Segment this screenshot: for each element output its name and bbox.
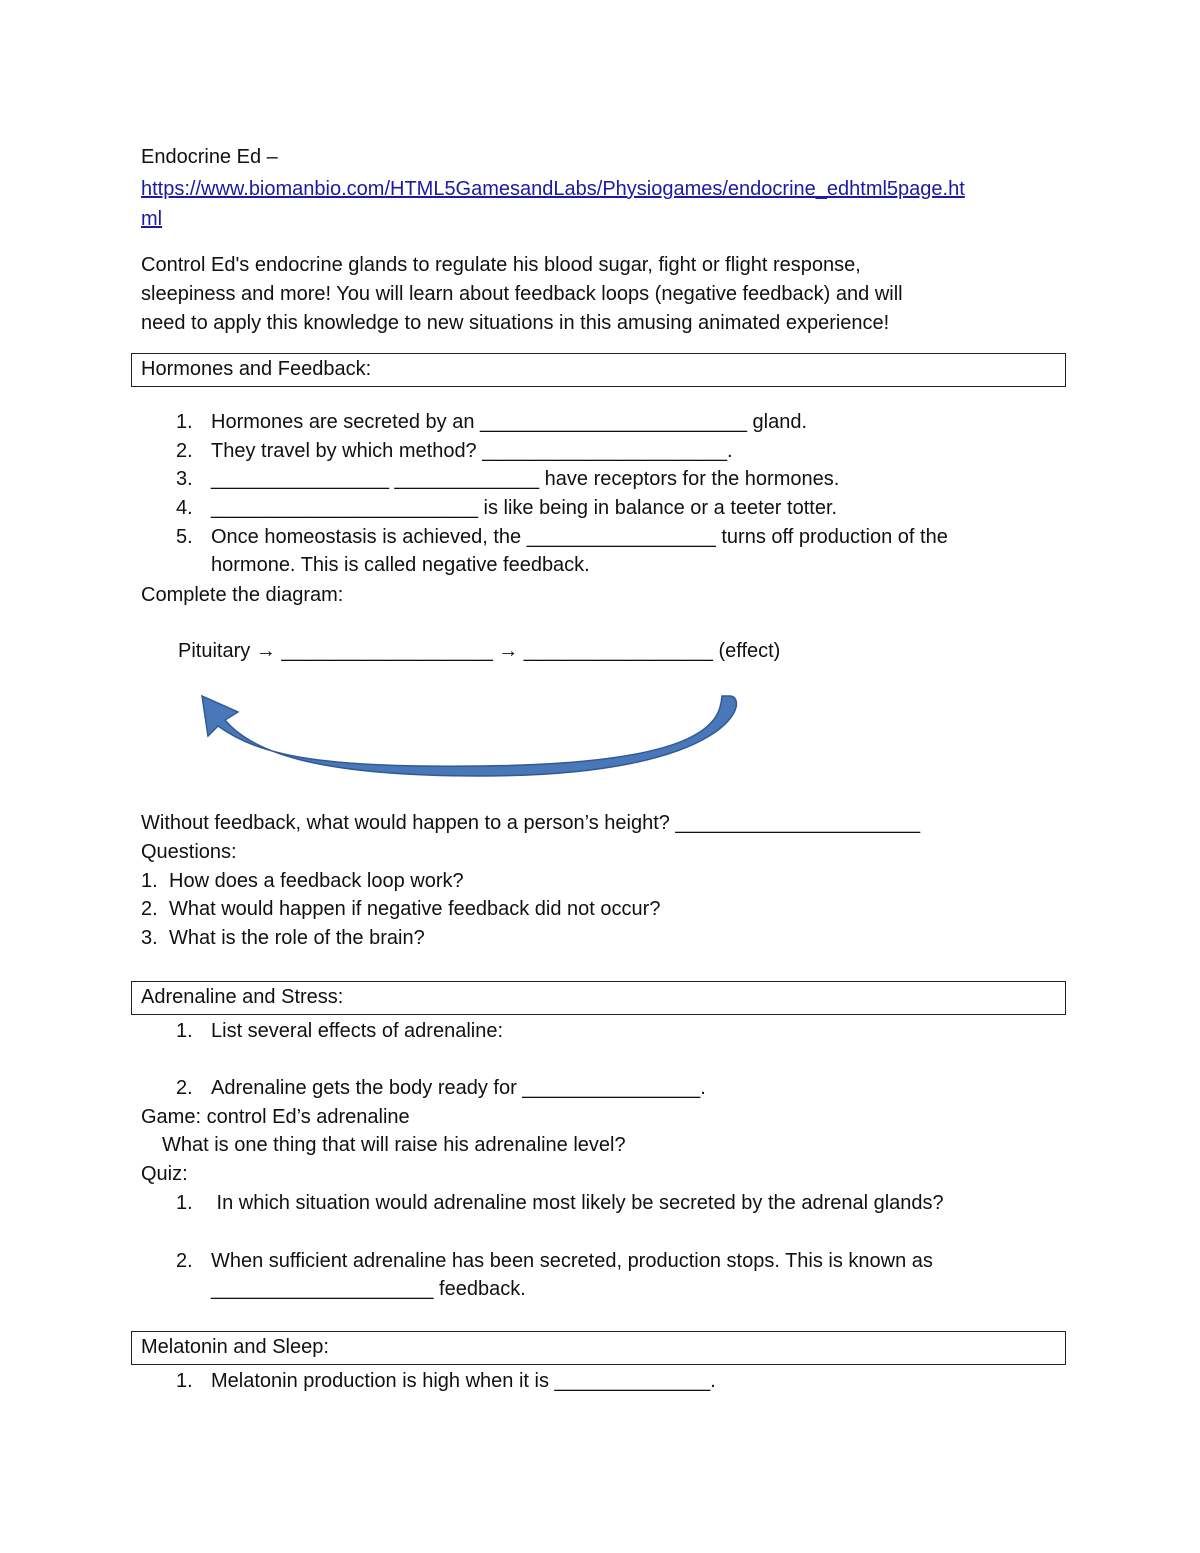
list-item: Hormones are secreted by an ________________________ gland. — [211, 411, 808, 433]
diagram-prompt: Complete the diagram: — [141, 584, 344, 606]
question-item: What would happen if negative feedback did not occur? — [169, 898, 661, 920]
page-title: Endocrine Ed – — [141, 146, 278, 168]
section-heading-box — [131, 1331, 1066, 1365]
list-item: List several effects of adrenaline: — [211, 1020, 504, 1042]
list-number: 2. — [141, 898, 158, 920]
intro-line-3: need to apply this knowledge to new situations in this amusing animated experience! — [141, 312, 890, 334]
height-question: Without feedback, what would happen to a person’s height? ______________________ — [141, 812, 921, 834]
list-number: 4. — [176, 497, 193, 519]
list-number: 3. — [176, 468, 193, 490]
list-number: 2. — [176, 1077, 193, 1099]
list-item: ________________________ is like being in balance or a teeter totter. — [211, 497, 838, 519]
quiz-item-continued: ____________________ feedback. — [211, 1278, 526, 1300]
list-item: Once homeostasis is achieved, the _________________ turns off production of the — [211, 526, 948, 548]
list-number: 5. — [176, 526, 193, 548]
list-item: ________________ _____________ have receptors for the hormones. — [211, 468, 840, 490]
game-label: Game: control Ed’s adrenaline — [141, 1106, 410, 1128]
quiz-label: Quiz: — [141, 1163, 188, 1185]
list-number: 2. — [176, 1250, 193, 1272]
quiz-item: When sufficient adrenaline has been secreted, production stops. This is known as — [211, 1250, 933, 1272]
list-item-continued: hormone. This is called negative feedback. — [211, 554, 590, 576]
section-heading: Hormones and Feedback: — [141, 358, 372, 380]
feedback-arrow-icon — [190, 690, 760, 790]
list-number: 1. — [176, 1192, 193, 1214]
question-item: How does a feedback loop work? — [169, 870, 464, 892]
list-number: 1. — [141, 870, 158, 892]
section-heading: Adrenaline and Stress: — [141, 986, 344, 1008]
game-link-continued[interactable]: ml — [141, 208, 163, 230]
section-heading: Melatonin and Sleep: — [141, 1336, 329, 1358]
list-item: Adrenaline gets the body ready for ________________. — [211, 1077, 706, 1099]
list-number: 2. — [176, 440, 193, 462]
questions-label: Questions: — [141, 841, 237, 863]
question-item: What is the role of the brain? — [169, 927, 425, 949]
list-number: 1. — [176, 1370, 193, 1392]
list-number: 3. — [141, 927, 158, 949]
list-number: 1. — [176, 1020, 193, 1042]
game-question: What is one thing that will raise his adrenaline level? — [162, 1134, 626, 1156]
list-item: They travel by which method? ______________________. — [211, 440, 733, 462]
intro-line-1: Control Ed's endocrine glands to regulate his blood sugar, fight or flight response, — [141, 254, 861, 276]
list-item: Melatonin production is high when it is ______________. — [211, 1370, 716, 1392]
section-heading-box — [131, 353, 1066, 387]
diagram-line: Pituitary → ___________________ → _________________ (effect) — [178, 640, 781, 662]
list-number: 1. — [176, 411, 193, 433]
game-link[interactable]: https://www.biomanbio.com/HTML5GamesandLabs/Physiogames/endocrine_edhtml5page.ht — [141, 178, 965, 200]
intro-line-2: sleepiness and more! You will learn about feedback loops (negative feedback) and will — [141, 283, 903, 305]
section-heading-box — [131, 981, 1066, 1015]
quiz-item: In which situation would adrenaline most likely be secreted by the adrenal glands? — [211, 1192, 944, 1214]
